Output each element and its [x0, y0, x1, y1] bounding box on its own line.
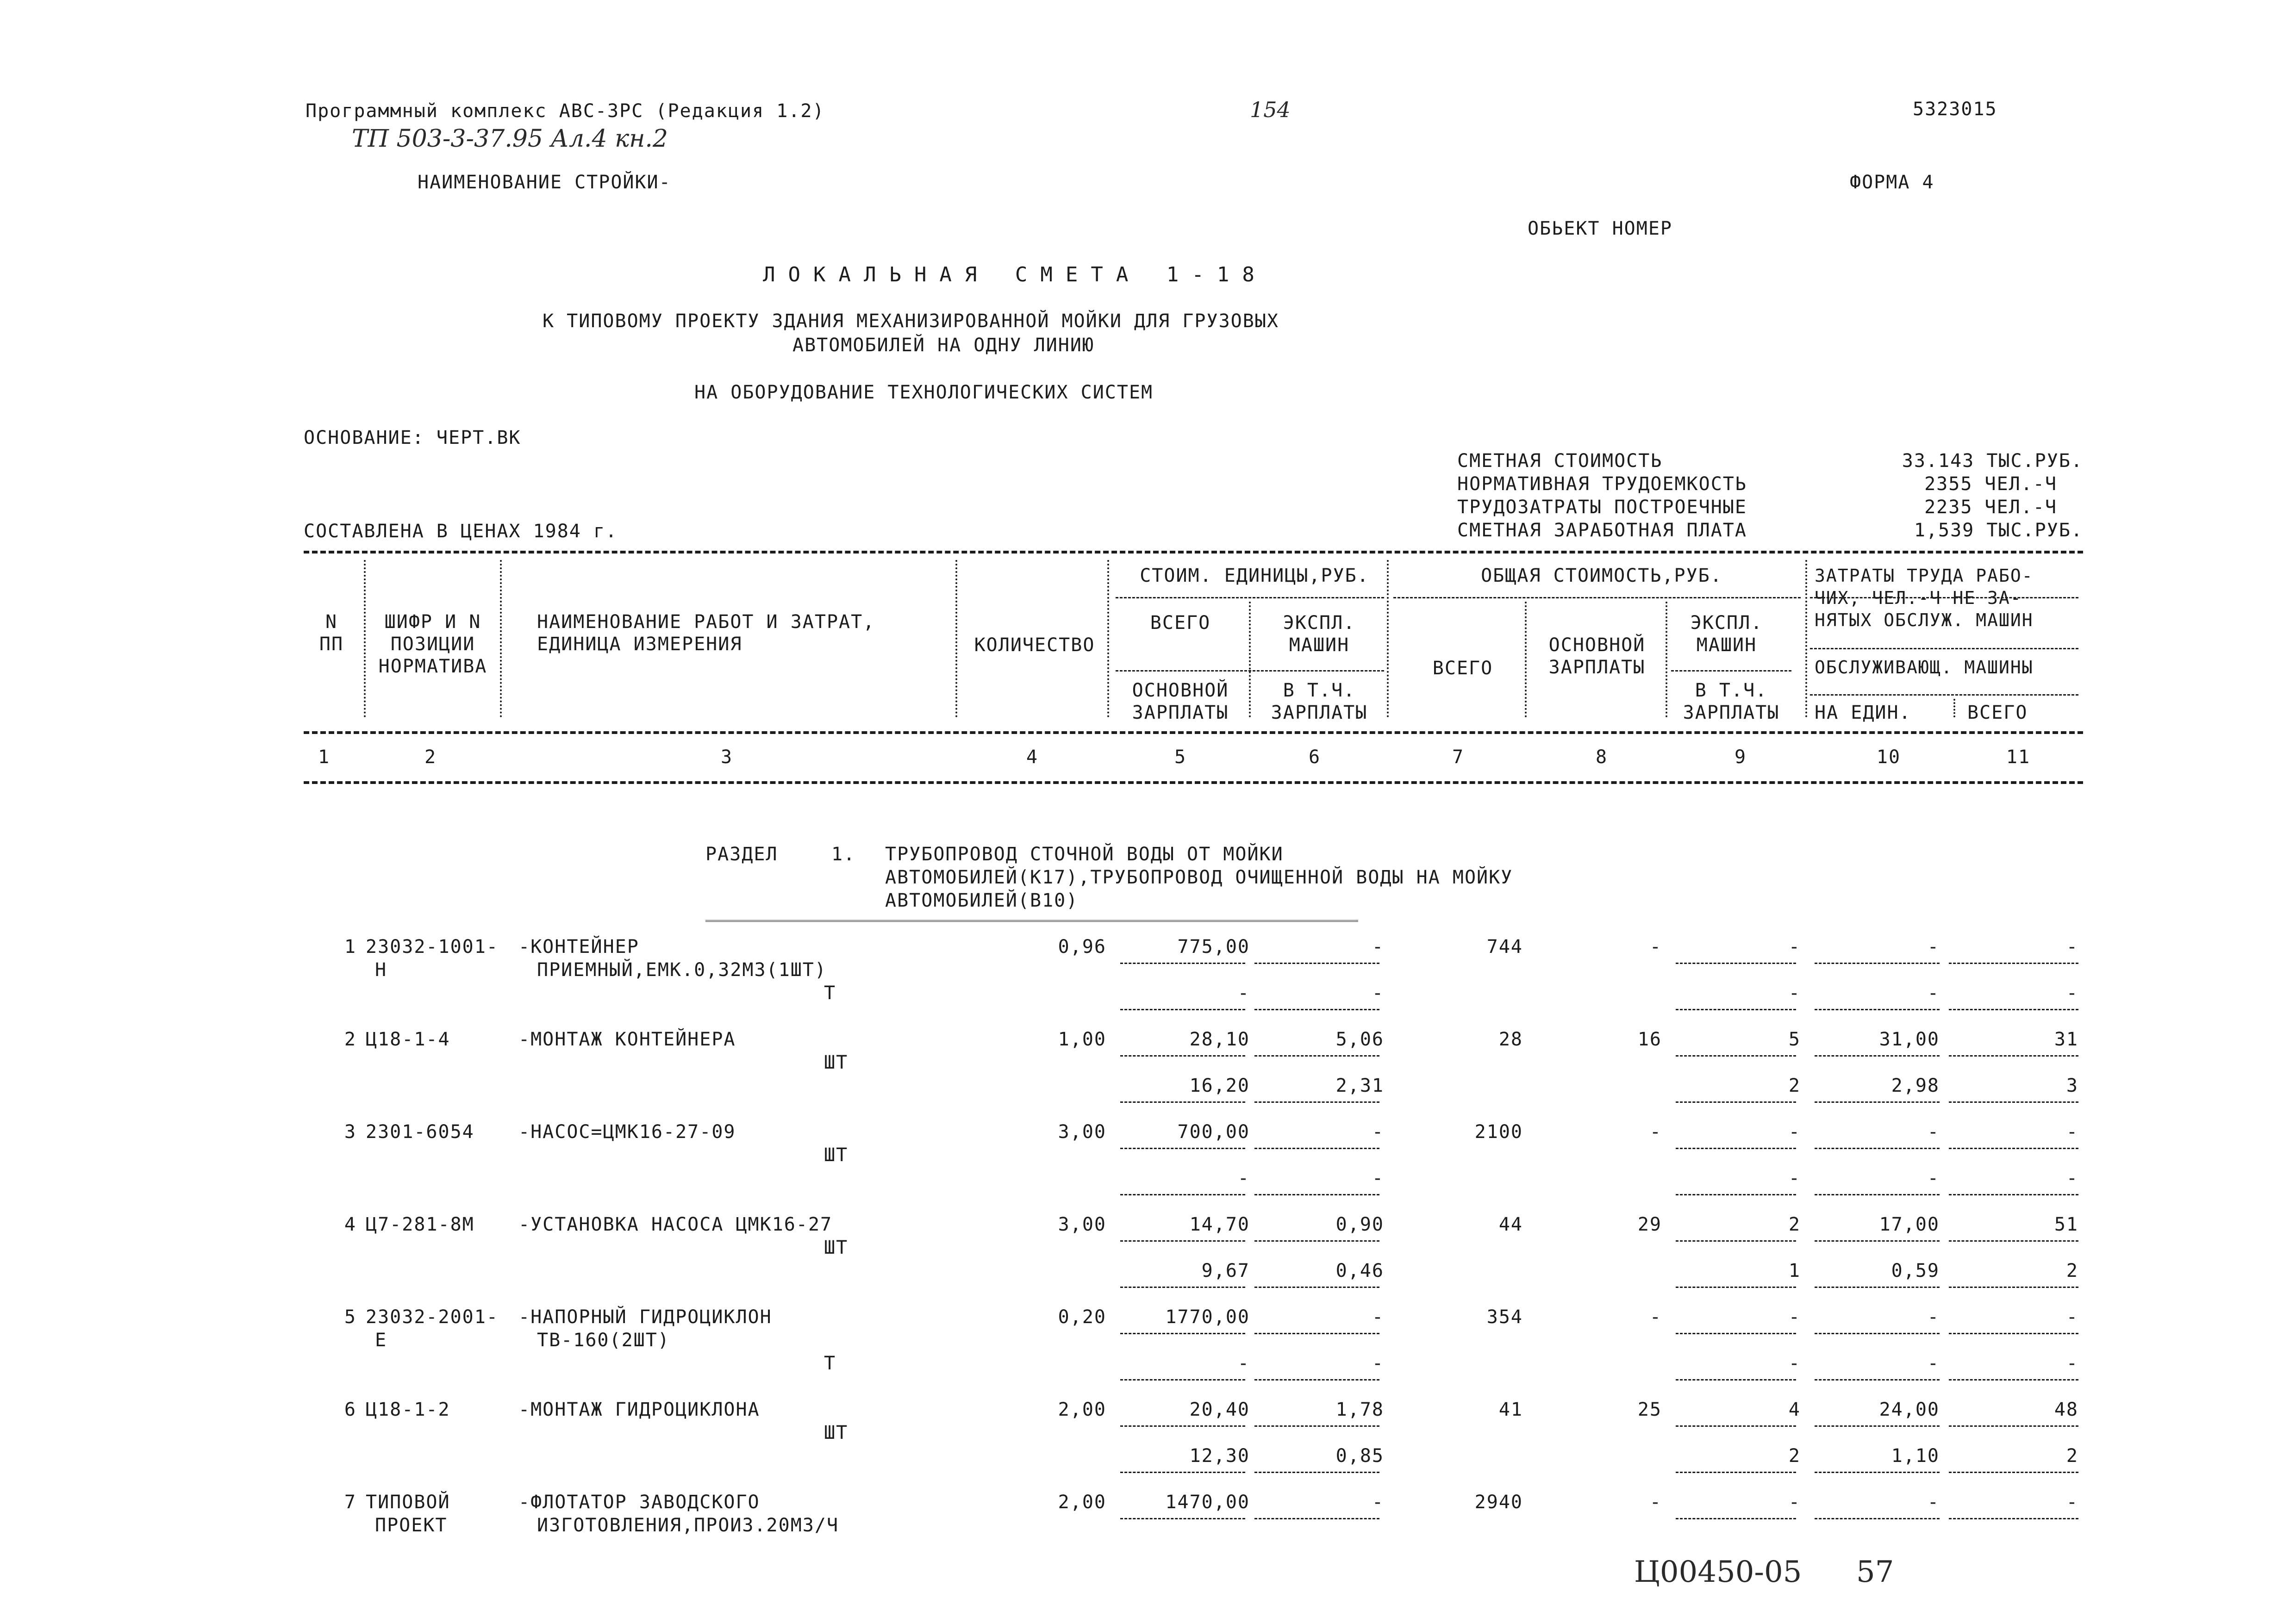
- cell-rule: [1120, 1194, 1245, 1195]
- work-name: -ФЛОТАТОР ЗАВОДСКОГО: [518, 1492, 760, 1513]
- wage-s6: 0,85: [1335, 1445, 1384, 1467]
- cost-c10: 24,00: [1879, 1399, 1940, 1420]
- cell-rule: [1949, 1101, 2078, 1103]
- cell-rule: [1815, 1425, 1940, 1427]
- cost-c10: 17,00: [1879, 1214, 1940, 1235]
- cell-rule: [1949, 1055, 2078, 1057]
- header-total-cost: ОБЩАЯ СТОИМОСТЬ,РУБ.: [1481, 565, 1722, 586]
- cell-rule: [1254, 1101, 1379, 1103]
- wage-s5: 9,67: [1201, 1260, 1250, 1281]
- header-total-base-wage: ОСНОВНОЙ ЗАРПЛАТЫ: [1548, 634, 1646, 678]
- wage-s5: -: [1237, 1168, 1250, 1189]
- work-name: -МОНТАЖ КОНТЕЙНЕРА: [518, 1029, 736, 1050]
- column-number: 11: [2006, 746, 2031, 768]
- cell-rule: [1676, 1472, 1796, 1473]
- basis-text: ОСНОВАНИЕ: ЧЕРТ.ВК: [304, 427, 521, 448]
- summary-label: СМЕТНАЯ СТОИМОСТЬ: [1457, 450, 1663, 472]
- wage-s11: -: [2066, 1353, 2078, 1374]
- wage-s10: -: [1927, 983, 1940, 1004]
- cost-c11: 31: [2054, 1029, 2078, 1050]
- handwritten-reference: ТП 503-3-37.95 Ал.4 кн.2: [352, 125, 668, 153]
- cell-rule: [1120, 1425, 1245, 1427]
- cell-rule: [1949, 1148, 2078, 1149]
- quantity: 0,96: [1058, 936, 1106, 958]
- column-divider: [500, 560, 502, 717]
- cost-c11: -: [2066, 936, 2078, 958]
- unit-measure: ШТ: [824, 1052, 849, 1073]
- summary-label: НОРМАТИВНАЯ ТРУДОЕМКОСТЬ: [1457, 473, 1747, 495]
- cell-rule: [1120, 1009, 1245, 1010]
- cell-rule: [1254, 1194, 1379, 1195]
- cost-c5: 28,10: [1189, 1029, 1250, 1050]
- cell-rule: [1949, 1194, 2078, 1195]
- header-unit-base-wage: ОСНОВНОЙ ЗАРПЛАТЫ: [1132, 680, 1229, 723]
- column-number: 10: [1876, 746, 1901, 768]
- cost-c9: 5: [1788, 1029, 1801, 1050]
- wage-s9: -: [1788, 983, 1801, 1004]
- cost-c6: -: [1372, 1306, 1384, 1328]
- object-label: ОБЬЕКТ НОМЕР: [1528, 218, 1672, 239]
- wage-s9: -: [1788, 1168, 1801, 1189]
- cell-rule: [1815, 1379, 1940, 1380]
- cost-c8: 16: [1637, 1029, 1662, 1050]
- cost-c7: 354: [1486, 1306, 1523, 1328]
- header-unit-incl-wage: В Т.Ч. ЗАРПЛАТЫ: [1271, 680, 1368, 723]
- cost-c7: 744: [1486, 936, 1523, 958]
- wage-s10: -: [1927, 1353, 1940, 1374]
- wage-s11: -: [2066, 1168, 2078, 1189]
- row-number: 7: [344, 1492, 356, 1513]
- cost-c7: 28: [1498, 1029, 1523, 1050]
- wage-s6: -: [1372, 1168, 1384, 1189]
- section-label: РАЗДЕЛ: [705, 844, 778, 865]
- wage-s10: 1,10: [1891, 1445, 1940, 1467]
- wage-s9: 2: [1788, 1445, 1801, 1467]
- cell-rule: [1676, 1055, 1796, 1057]
- wage-s11: 2: [2066, 1260, 2078, 1281]
- cost-c9: -: [1788, 1306, 1801, 1328]
- norm-code-cont: Е: [375, 1330, 387, 1351]
- cell-rule: [1815, 963, 1940, 964]
- cost-c9: -: [1788, 1121, 1801, 1143]
- header-total-incl-wage: В Т.Ч. ЗАРПЛАТЫ: [1683, 680, 1780, 723]
- cost-c10: -: [1927, 1306, 1940, 1328]
- row-number: 1: [344, 936, 356, 958]
- cost-c7: 44: [1498, 1214, 1523, 1235]
- cell-rule: [1254, 1472, 1379, 1473]
- wage-s10: 0,59: [1891, 1260, 1940, 1281]
- cell-rule: [1815, 1194, 1940, 1195]
- cost-c6: 1,78: [1335, 1399, 1384, 1420]
- cell-rule: [1676, 1148, 1796, 1149]
- summary-label: ТРУДОЗАТРАТЫ ПОСТРОЕЧНЫЕ: [1457, 497, 1747, 518]
- cost-c11: -: [2066, 1121, 2078, 1143]
- cell-rule: [1676, 1333, 1796, 1334]
- wage-s5: -: [1237, 983, 1250, 1004]
- column-number: 1: [318, 746, 331, 768]
- column-number: 5: [1174, 746, 1187, 768]
- cell-rule: [1815, 1055, 1940, 1057]
- header-unit-machines: ЭКСПЛ. МАШИН: [1283, 612, 1356, 656]
- norm-code: 23032-1001-: [366, 936, 499, 958]
- cell-rule: [1676, 1287, 1796, 1288]
- header-sub-rule: [1393, 597, 1801, 598]
- page-number: 154: [1250, 97, 1291, 122]
- cost-c10: -: [1927, 1492, 1940, 1513]
- header-labor-total: ВСЕГО: [1967, 702, 2028, 723]
- norm-code: Ц7-281-8М: [366, 1214, 474, 1235]
- column-divider: [955, 560, 957, 717]
- cell-rule: [1254, 1333, 1379, 1334]
- section-title-line-2: АВТОМОБИЛЕЙ(К17),ТРУБОПРОВОД ОЧИЩЕННОЙ ВОДЫ НА МОЙКУ: [885, 867, 1513, 888]
- cell-rule: [1254, 1055, 1379, 1057]
- cell-rule: [1815, 1148, 1940, 1149]
- wage-s11: 3: [2066, 1075, 2078, 1096]
- norm-code-cont: Н: [375, 959, 387, 981]
- work-name: -НАПОРНЫЙ ГИДРОЦИКЛОН: [518, 1306, 772, 1328]
- header-col-4: КОЛИЧЕСТВО: [974, 634, 1095, 656]
- summary-value: 33.143 ТЫС.РУБ.: [1902, 450, 2083, 472]
- header-mid-rule: [304, 731, 2083, 734]
- cost-c9: -: [1788, 1492, 1801, 1513]
- cell-rule: [1815, 1333, 1940, 1334]
- column-number: 6: [1308, 746, 1321, 768]
- cell-rule: [1676, 963, 1796, 964]
- cost-c8: -: [1649, 1492, 1662, 1513]
- cell-rule: [1815, 1009, 1940, 1010]
- wage-s11: -: [2066, 983, 2078, 1004]
- cell-rule: [1120, 1240, 1245, 1242]
- cell-rule: [1120, 1472, 1245, 1473]
- cost-c11: -: [2066, 1492, 2078, 1513]
- wage-s6: 0,46: [1335, 1260, 1384, 1281]
- cost-c7: 41: [1498, 1399, 1523, 1420]
- column-number: 2: [424, 746, 437, 768]
- wage-s10: 2,98: [1891, 1075, 1940, 1096]
- wage-s10: -: [1927, 1168, 1940, 1189]
- cell-rule: [1676, 1101, 1796, 1103]
- cost-c6: 5,06: [1335, 1029, 1384, 1050]
- cost-c10: -: [1927, 1121, 1940, 1143]
- cell-rule: [1949, 1425, 2078, 1427]
- column-number: 7: [1452, 746, 1465, 768]
- cell-rule: [1815, 1518, 1940, 1519]
- norm-code: Ц18-1-4: [366, 1029, 450, 1050]
- header-sub-rule: [1671, 670, 1791, 672]
- header-labor: ЗАТРАТЫ ТРУДА РАБО- ЧИХ, ЧЕЛ.-Ч НЕ ЗА- НЯТЫХ ОБСЛУЖ. МАШИН: [1815, 566, 2034, 630]
- unit-measure: ШТ: [824, 1422, 849, 1443]
- row-number: 2: [344, 1029, 356, 1050]
- work-name: -УСТАНОВКА НАСОСА ЦМК16-27: [518, 1214, 833, 1235]
- cell-rule: [1949, 1333, 2078, 1334]
- cell-rule: [1120, 1379, 1245, 1380]
- cost-c7: 2100: [1474, 1121, 1523, 1143]
- cost-c5: 20,40: [1189, 1399, 1250, 1420]
- cost-c5: 1770,00: [1165, 1306, 1250, 1328]
- cost-c11: 51: [2054, 1214, 2078, 1235]
- header-bottom-rule: [304, 781, 2083, 784]
- cell-rule: [1676, 1240, 1796, 1242]
- row-number: 3: [344, 1121, 356, 1143]
- cell-rule: [1120, 1518, 1245, 1519]
- cell-rule: [1676, 1425, 1796, 1427]
- unit-measure: ШТ: [824, 1144, 849, 1166]
- header-sub-rule: [1810, 597, 2078, 598]
- header-unit-cost: СТОИМ. ЕДИНИЦЫ,РУБ.: [1140, 565, 1369, 586]
- cell-rule: [1120, 1148, 1245, 1149]
- norm-code: 2301-6054: [366, 1121, 474, 1143]
- document-id: 5323015: [1913, 99, 1997, 120]
- cost-c5: 1470,00: [1165, 1492, 1250, 1513]
- construction-label: НАИМЕНОВАНИЕ СТРОЙКИ-: [418, 172, 671, 193]
- form-label: ФОРМА 4: [1850, 172, 1934, 193]
- row-number: 4: [344, 1214, 356, 1235]
- work-name-cont: ТВ-160(2ШТ): [537, 1330, 670, 1351]
- price-level: СОСТАВЛЕНА В ЦЕНАХ 1984 г.: [304, 521, 618, 542]
- norm-code: 23032-2001-: [366, 1306, 499, 1328]
- cell-rule: [1120, 1055, 1245, 1057]
- work-name-cont: ПРИЕМНЫЙ,ЕМК.0,32М3(1ШТ): [537, 959, 827, 981]
- cost-c6: -: [1372, 1492, 1384, 1513]
- cell-rule: [1949, 1240, 2078, 1242]
- header-sub-rule: [1810, 648, 2078, 649]
- header-top-rule: [304, 551, 2083, 553]
- cell-rule: [1949, 1287, 2078, 1288]
- cost-c8: -: [1649, 1121, 1662, 1143]
- header-unit-total: ВСЕГО: [1150, 612, 1211, 634]
- work-name-cont: ИЗГОТОВЛЕНИЯ,ПРОИЗ.20М3/Ч: [537, 1515, 839, 1536]
- column-number: 9: [1734, 746, 1747, 768]
- column-divider: [1666, 602, 1667, 717]
- cell-rule: [1676, 1009, 1796, 1010]
- header-sub-rule: [1810, 694, 2078, 696]
- title-line-3: НА ОБОРУДОВАНИЕ ТЕХНОЛОГИЧЕСКИХ СИСТЕМ: [694, 382, 1154, 403]
- title-line-2: АВТОМОБИЛЕЙ НА ОДНУ ЛИНИЮ: [792, 335, 1095, 356]
- norm-code: ТИПОВОЙ: [366, 1492, 450, 1513]
- cell-rule: [1254, 1240, 1379, 1242]
- cost-c5: 700,00: [1177, 1121, 1250, 1143]
- work-name: -МОНТАЖ ГИДРОЦИКЛОНА: [518, 1399, 760, 1420]
- cell-rule: [1120, 1101, 1245, 1103]
- row-number: 6: [344, 1399, 356, 1420]
- work-name: -НАСОС=ЦМК16-27-09: [518, 1121, 736, 1143]
- cost-c6: -: [1372, 1121, 1384, 1143]
- cell-rule: [1949, 1518, 2078, 1519]
- handwritten-page: 57: [1856, 1555, 1894, 1589]
- cost-c8: 25: [1637, 1399, 1662, 1420]
- cost-c11: -: [2066, 1306, 2078, 1328]
- wage-s6: -: [1372, 1353, 1384, 1374]
- work-name: -КОНТЕЙНЕР: [518, 936, 639, 958]
- norm-code: Ц18-1-2: [366, 1399, 450, 1420]
- unit-measure: ШТ: [824, 1237, 849, 1258]
- wage-s9: 1: [1788, 1260, 1801, 1281]
- cost-c11: 48: [2054, 1399, 2078, 1420]
- row-number: 5: [344, 1306, 356, 1328]
- summary-value: 2235 ЧЕЛ.-Ч: [1924, 497, 2057, 518]
- wage-s9: 2: [1788, 1075, 1801, 1096]
- section-number: 1.: [831, 844, 856, 865]
- section-underline: [705, 920, 1358, 925]
- column-number: 8: [1595, 746, 1608, 768]
- cell-rule: [1949, 1009, 2078, 1010]
- header-total-machines: ЭКСПЛ. МАШИН: [1690, 612, 1763, 656]
- cell-rule: [1949, 963, 2078, 964]
- cost-c9: -: [1788, 936, 1801, 958]
- cost-c9: 2: [1788, 1214, 1801, 1235]
- cell-rule: [1120, 1333, 1245, 1334]
- cost-c8: 29: [1637, 1214, 1662, 1235]
- wage-s6: 2,31: [1335, 1075, 1384, 1096]
- header-labor-serving: ОБСЛУЖИВАЮЩ. МАШИНЫ: [1815, 657, 2034, 678]
- column-divider: [1107, 560, 1109, 717]
- cell-rule: [1676, 1379, 1796, 1380]
- header-col-3: НАИМЕНОВАНИЕ РАБОТ И ЗАТРАТ, ЕДИНИЦА ИЗМЕРЕНИЯ: [537, 611, 875, 655]
- column-divider: [1953, 699, 1955, 717]
- cell-rule: [1254, 1009, 1379, 1010]
- unit-measure: Т: [824, 983, 836, 1004]
- cell-rule: [1676, 1518, 1796, 1519]
- cell-rule: [1815, 1101, 1940, 1103]
- quantity: 2,00: [1058, 1399, 1106, 1420]
- cost-c10: 31,00: [1879, 1029, 1940, 1050]
- quantity: 0,20: [1058, 1306, 1106, 1328]
- document-title: ЛОКАЛЬНАЯ СМЕТА 1-18: [763, 263, 1267, 286]
- cell-rule: [1254, 1287, 1379, 1288]
- section-title-line-3: АВТОМОБИЛЕЙ(В10): [885, 890, 1079, 911]
- norm-code-cont: ПРОЕКТ: [375, 1515, 448, 1536]
- summary-value: 2355 ЧЕЛ.-Ч: [1924, 473, 2057, 495]
- handwritten-code: Ц00450-05: [1634, 1555, 1802, 1589]
- cell-rule: [1254, 963, 1379, 964]
- wage-s5: 16,20: [1189, 1075, 1250, 1096]
- cost-c8: -: [1649, 1306, 1662, 1328]
- column-number: 3: [720, 746, 733, 768]
- column-divider: [364, 560, 366, 717]
- quantity: 2,00: [1058, 1492, 1106, 1513]
- cost-c5: 14,70: [1189, 1214, 1250, 1235]
- cell-rule: [1949, 1472, 2078, 1473]
- cost-c6: -: [1372, 936, 1384, 958]
- wage-s6: -: [1372, 983, 1384, 1004]
- cell-rule: [1676, 1194, 1796, 1195]
- quantity: 1,00: [1058, 1029, 1106, 1050]
- program-name: Программный комплекс АВС-3РС (Редакция 1.2): [306, 100, 825, 122]
- column-divider: [1805, 560, 1807, 717]
- header-col-1: N ПП: [319, 611, 344, 655]
- title-line-1: К ТИПОВОМУ ПРОЕКТУ ЗДАНИЯ МЕХАНИЗИРОВАННОЙ МОЙКИ ДЛЯ ГРУЗОВЫХ: [543, 311, 1279, 332]
- cost-c7: 2940: [1474, 1492, 1523, 1513]
- header-labor-per-unit: НА ЕДИН.: [1815, 702, 1911, 723]
- cell-rule: [1949, 1379, 2078, 1380]
- cell-rule: [1254, 1425, 1379, 1427]
- cell-rule: [1120, 963, 1245, 964]
- wage-s5: 12,30: [1189, 1445, 1250, 1467]
- column-divider: [1387, 560, 1389, 717]
- cost-c5: 775,00: [1177, 936, 1250, 958]
- summary-label: СМЕТНАЯ ЗАРАБОТНАЯ ПЛАТА: [1457, 520, 1747, 541]
- unit-measure: Т: [824, 1353, 836, 1374]
- cost-c6: 0,90: [1335, 1214, 1384, 1235]
- quantity: 3,00: [1058, 1214, 1106, 1235]
- header-sub-rule: [1116, 597, 1384, 598]
- cost-c10: -: [1927, 936, 1940, 958]
- summary-value: 1,539 ТЫС.РУБ.: [1914, 520, 2083, 541]
- cell-rule: [1815, 1240, 1940, 1242]
- column-number: 4: [1026, 746, 1039, 768]
- cell-rule: [1120, 1287, 1245, 1288]
- cost-c9: 4: [1788, 1399, 1801, 1420]
- wage-s9: -: [1788, 1353, 1801, 1374]
- header-total-all: ВСЕГО: [1432, 658, 1493, 679]
- cell-rule: [1815, 1472, 1940, 1473]
- cell-rule: [1254, 1518, 1379, 1519]
- cell-rule: [1815, 1287, 1940, 1288]
- quantity: 3,00: [1058, 1121, 1106, 1143]
- cost-c8: -: [1649, 936, 1662, 958]
- wage-s5: -: [1237, 1353, 1250, 1374]
- cell-rule: [1254, 1148, 1379, 1149]
- cell-rule: [1254, 1379, 1379, 1380]
- section-title-line-1: ТРУБОПРОВОД СТОЧНОЙ ВОДЫ ОТ МОЙКИ: [885, 844, 1284, 865]
- column-divider: [1249, 602, 1251, 717]
- wage-s11: 2: [2066, 1445, 2078, 1467]
- column-divider: [1525, 602, 1527, 717]
- header-col-2: ШИФР И N ПОЗИЦИИ НОРМАТИВА: [378, 611, 487, 677]
